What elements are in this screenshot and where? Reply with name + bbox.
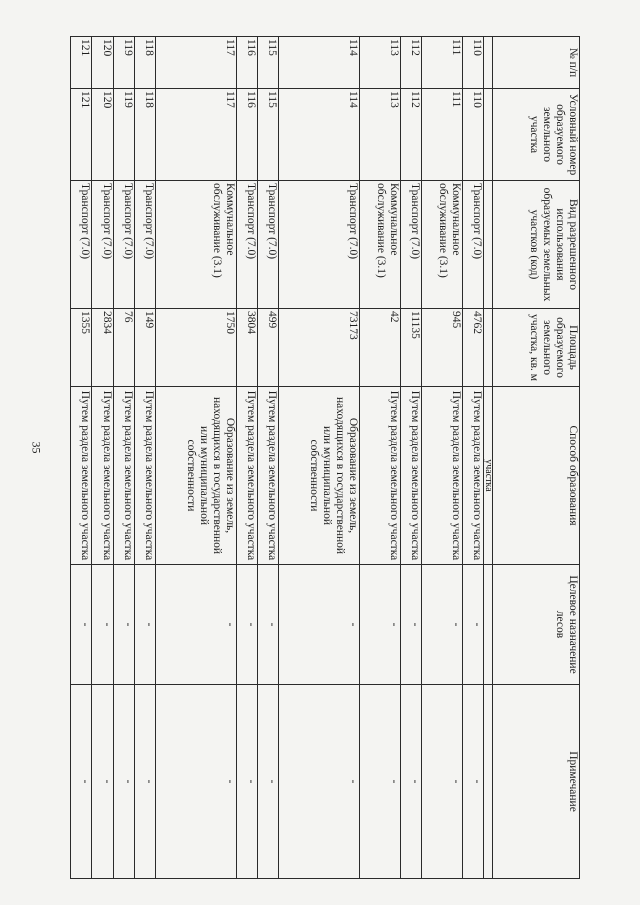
area-cell: 11135 <box>400 309 421 387</box>
forest-purpose-cell: - <box>92 565 113 685</box>
conditional-number-cell: 112 <box>400 89 421 181</box>
conditional-number-cell: 114 <box>279 89 359 181</box>
header-conditional-number: Условный номер образуемого земельного участка <box>493 89 580 181</box>
forest-purpose-cell: - <box>400 565 421 685</box>
conditional-number-cell: 118 <box>134 89 155 181</box>
forest-purpose-cell: - <box>134 565 155 685</box>
header-permitted-use: Вид разрешенного использования образуемых земельных участков (код) <box>493 181 580 309</box>
conditional-number-cell: 116 <box>236 89 257 181</box>
permitted-use-cell: Коммунальное обслуживание (3.1) <box>359 181 400 309</box>
permitted-use-cell: Коммунальное обслуживание (3.1) <box>421 181 462 309</box>
conditional-number-cell: 117 <box>156 89 236 181</box>
formation-method-cell: Путем раздела земельного участка <box>92 387 113 565</box>
permitted-use-cell: Транспорт (7.0) <box>400 181 421 309</box>
header-note: Примечание <box>493 685 580 879</box>
forest-purpose-cell: - <box>421 565 462 685</box>
row-number-cell: 120 <box>92 37 113 89</box>
forest-purpose-cell: - <box>359 565 400 685</box>
area-cell: 3804 <box>236 309 257 387</box>
permitted-use-cell: Транспорт (7.0) <box>236 181 257 309</box>
note-cell: - <box>113 685 134 879</box>
forest-purpose-cell: - <box>462 565 483 685</box>
permitted-use-cell: Коммунальное обслуживание (3.1) <box>156 181 236 309</box>
table-header-row <box>493 37 580 879</box>
conditional-number-cell: 120 <box>92 89 113 181</box>
permitted-use-cell: Транспорт (7.0) <box>279 181 359 309</box>
table-row <box>279 37 359 879</box>
row-number-cell: 115 <box>257 37 278 89</box>
conditional-number-cell: 113 <box>359 89 400 181</box>
table-row <box>421 37 462 879</box>
area-cell: 499 <box>257 309 278 387</box>
conditional-number-cell: 119 <box>113 89 134 181</box>
conditional-number-cell: 121 <box>71 89 92 181</box>
table-row <box>134 37 155 879</box>
forest-purpose-cell: - <box>113 565 134 685</box>
note-cell: - <box>92 685 113 879</box>
area-cell: 1750 <box>156 309 236 387</box>
conditional-number-cell: 115 <box>257 89 278 181</box>
formation-method-cell: Путем раздела земельного участка <box>71 387 92 565</box>
permitted-use-cell: Транспорт (7.0) <box>134 181 155 309</box>
carry-over-text: участка <box>484 387 493 565</box>
table-row <box>113 37 134 879</box>
table-row <box>257 37 278 879</box>
permitted-use-cell: Транспорт (7.0) <box>257 181 278 309</box>
area-cell: 1355 <box>71 309 92 387</box>
note-cell: - <box>156 685 236 879</box>
row-number-cell: 113 <box>359 37 400 89</box>
note-cell: - <box>236 685 257 879</box>
note-cell: - <box>359 685 400 879</box>
forest-purpose-cell: - <box>236 565 257 685</box>
formation-method-cell: Образование из земель, находящихся в государственной или муниципальной собственности <box>156 387 236 565</box>
row-number-cell: 117 <box>156 37 236 89</box>
row-number-cell: 121 <box>71 37 92 89</box>
formation-method-cell: Путем раздела земельного участка <box>257 387 278 565</box>
formation-method-cell: Путем раздела земельного участка <box>359 387 400 565</box>
page-number: 35 <box>29 441 44 454</box>
forest-purpose-cell: - <box>257 565 278 685</box>
note-cell: - <box>462 685 483 879</box>
formation-method-cell: Путем раздела земельного участка <box>236 387 257 565</box>
row-number-cell: 111 <box>421 37 462 89</box>
row-number-cell: 116 <box>236 37 257 89</box>
formation-method-cell: Путем раздела земельного участка <box>113 387 134 565</box>
row-number-cell: 110 <box>462 37 483 89</box>
table-row <box>462 37 483 879</box>
note-cell: - <box>134 685 155 879</box>
header-forest-purpose: Целевое назначение лесов <box>493 565 580 685</box>
area-cell: 76 <box>113 309 134 387</box>
formation-method-cell: Путем раздела земельного участка <box>421 387 462 565</box>
row-number-cell: 114 <box>279 37 359 89</box>
forest-purpose-cell: - <box>279 565 359 685</box>
formation-method-cell: Путем раздела земельного участка <box>462 387 483 565</box>
table-row <box>92 37 113 879</box>
table-row <box>156 37 236 879</box>
note-cell: - <box>421 685 462 879</box>
area-cell: 945 <box>421 309 462 387</box>
table-row <box>400 37 421 879</box>
area-cell: 4762 <box>462 309 483 387</box>
header-area: Площадь образуемого земельного участка, кв. м <box>493 309 580 387</box>
formation-method-cell: Путем раздела земельного участка <box>134 387 155 565</box>
permitted-use-cell: Транспорт (7.0) <box>113 181 134 309</box>
table-row <box>359 37 400 879</box>
formation-method-cell: Путем раздела земельного участка <box>400 387 421 565</box>
area-cell: 2834 <box>92 309 113 387</box>
forest-purpose-cell: - <box>156 565 236 685</box>
permitted-use-cell: Транспорт (7.0) <box>92 181 113 309</box>
row-number-cell: 112 <box>400 37 421 89</box>
row-number-cell: 119 <box>113 37 134 89</box>
note-cell: - <box>279 685 359 879</box>
note-cell: - <box>257 685 278 879</box>
row-number-cell: 118 <box>134 37 155 89</box>
area-cell: 73173 <box>279 309 359 387</box>
table-row <box>71 37 92 879</box>
header-formation-method: Способ образования <box>493 387 580 565</box>
permitted-use-cell: Транспорт (7.0) <box>462 181 483 309</box>
permitted-use-cell: Транспорт (7.0) <box>71 181 92 309</box>
spacer-row <box>484 37 493 879</box>
forest-purpose-cell: - <box>71 565 92 685</box>
note-cell: - <box>71 685 92 879</box>
formation-method-cell: Образование из земель, находящихся в государственной или муниципальной собственности <box>279 387 359 565</box>
conditional-number-cell: 110 <box>462 89 483 181</box>
header-number: № п/п <box>493 37 580 89</box>
rotated-table-container <box>70 36 580 878</box>
area-cell: 149 <box>134 309 155 387</box>
land-plots-table <box>70 36 580 879</box>
note-cell: - <box>400 685 421 879</box>
area-cell: 42 <box>359 309 400 387</box>
table-row <box>236 37 257 879</box>
conditional-number-cell: 111 <box>421 89 462 181</box>
